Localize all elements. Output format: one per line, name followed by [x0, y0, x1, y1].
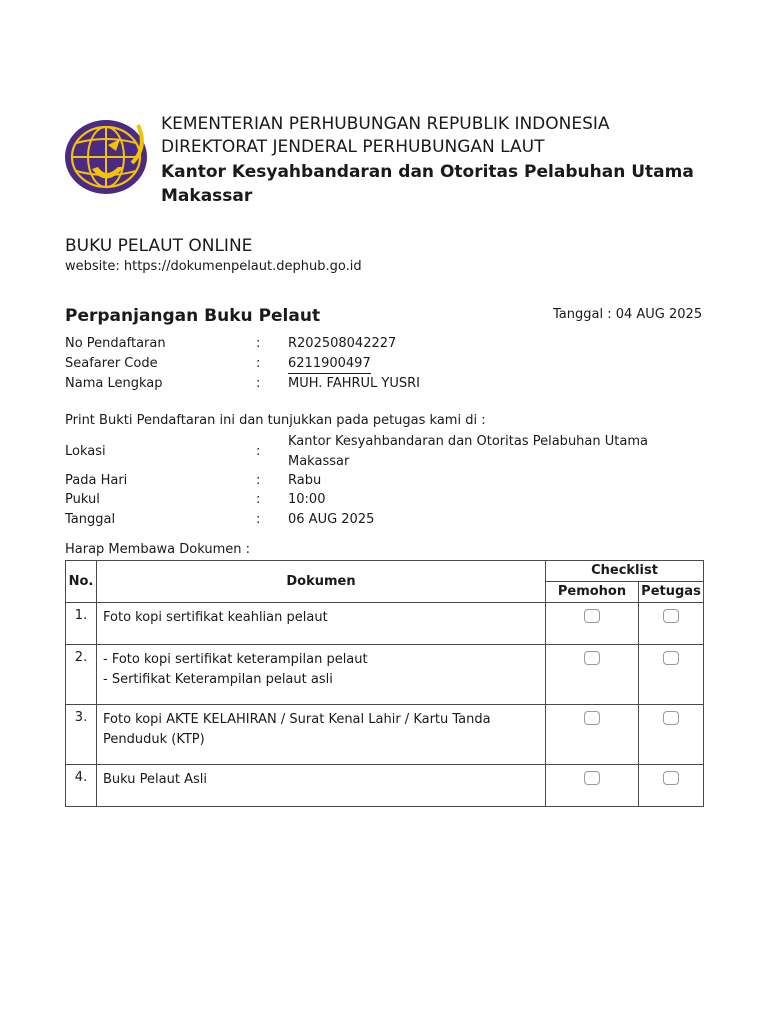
table-row	[66, 645, 704, 705]
field-label: Seafarer Code	[65, 356, 158, 371]
row-number: 2.	[66, 645, 97, 705]
ministry-name: KEMENTERIAN PERHUBUNGAN REPUBLIK INDONESIA	[161, 114, 610, 134]
table-row	[66, 603, 704, 645]
applicant-checkbox[interactable]	[584, 771, 600, 785]
field-separator: :	[256, 376, 261, 391]
globe-anchor-icon	[62, 117, 154, 199]
letterhead	[161, 113, 741, 208]
document-description	[97, 705, 546, 765]
row-number: 4.	[66, 765, 97, 807]
header-document: Dokumen	[97, 561, 546, 603]
document-line: Penduduk (KTP)	[103, 732, 205, 747]
document-line: - Sertifikat Keterampilan pelaut asli	[103, 672, 333, 687]
documents-checklist-table	[65, 560, 704, 807]
document-description	[97, 765, 546, 807]
applicant-checkbox[interactable]	[584, 711, 600, 725]
row-number: 1.	[66, 603, 97, 645]
document-title: Perpanjangan Buku Pelaut	[65, 306, 321, 326]
field-label: Pada Hari	[65, 473, 128, 488]
field-separator: :	[256, 356, 261, 371]
document-date: Tanggal : 04 AUG 2025	[553, 307, 703, 322]
app-website: website: https://dokumenpelaut.dephub.go.id	[65, 259, 362, 274]
app-title: BUKU PELAUT ONLINE	[65, 236, 253, 256]
table-row	[66, 705, 704, 765]
field-separator: :	[256, 336, 261, 351]
header-no: No.	[66, 561, 97, 603]
day-value: Rabu	[288, 473, 322, 488]
seafarer-code: 6211900497	[288, 355, 371, 374]
full-name: MUH. FAHRUL YUSRI	[288, 376, 420, 391]
document-description	[97, 645, 546, 705]
header-officer: Petugas	[639, 582, 704, 603]
officer-checkbox[interactable]	[663, 609, 679, 623]
field-separator: :	[256, 492, 261, 507]
ministry-logo	[62, 117, 154, 199]
time-value: 10:00	[288, 492, 326, 507]
applicant-checkbox[interactable]	[584, 609, 600, 623]
directorate-name: DIREKTORAT JENDERAL PERHUBUNGAN LAUT	[161, 137, 545, 157]
officer-checkbox[interactable]	[663, 651, 679, 665]
document-line: Buku Pelaut Asli	[103, 772, 207, 787]
field-label: Pukul	[65, 492, 100, 507]
applicant-checkbox[interactable]	[584, 651, 600, 665]
field-separator: :	[256, 473, 261, 488]
field-separator: :	[256, 512, 261, 527]
document-line: Foto kopi sertifikat keahlian pelaut	[103, 610, 328, 625]
table-row	[66, 765, 704, 807]
document-description	[97, 603, 546, 645]
field-label: No Pendaftaran	[65, 336, 166, 351]
field-separator: :	[256, 444, 261, 459]
officer-checkbox[interactable]	[663, 771, 679, 785]
header-applicant: Pemohon	[546, 582, 639, 603]
document-line: - Foto kopi sertifikat keterampilan pelaut	[103, 652, 368, 667]
appointment-date-value: 06 AUG 2025	[288, 512, 375, 527]
header-checklist: Checklist	[546, 561, 704, 582]
field-label: Tanggal	[65, 512, 116, 527]
office-name: Kantor Kesyahbandaran dan Otoritas Pelabuhan Utama Makassar	[161, 162, 694, 206]
officer-checkbox[interactable]	[663, 711, 679, 725]
documents-note: Harap Membawa Dokumen :	[65, 542, 251, 557]
row-number: 3.	[66, 705, 97, 765]
field-label: Nama Lengkap	[65, 376, 163, 391]
field-label: Lokasi	[65, 444, 106, 459]
instruction-text: Print Bukti Pendaftaran ini dan tunjukkan pada petugas kami di :	[65, 413, 486, 428]
document-line: Foto kopi AKTE KELAHIRAN / Surat Kenal Lahir / Kartu Tanda	[103, 712, 491, 727]
location-value: Kantor Kesyahbandaran dan Otoritas Pelabuhan Utama Makassar	[288, 434, 648, 469]
registration-number: R202508042227	[288, 336, 397, 351]
